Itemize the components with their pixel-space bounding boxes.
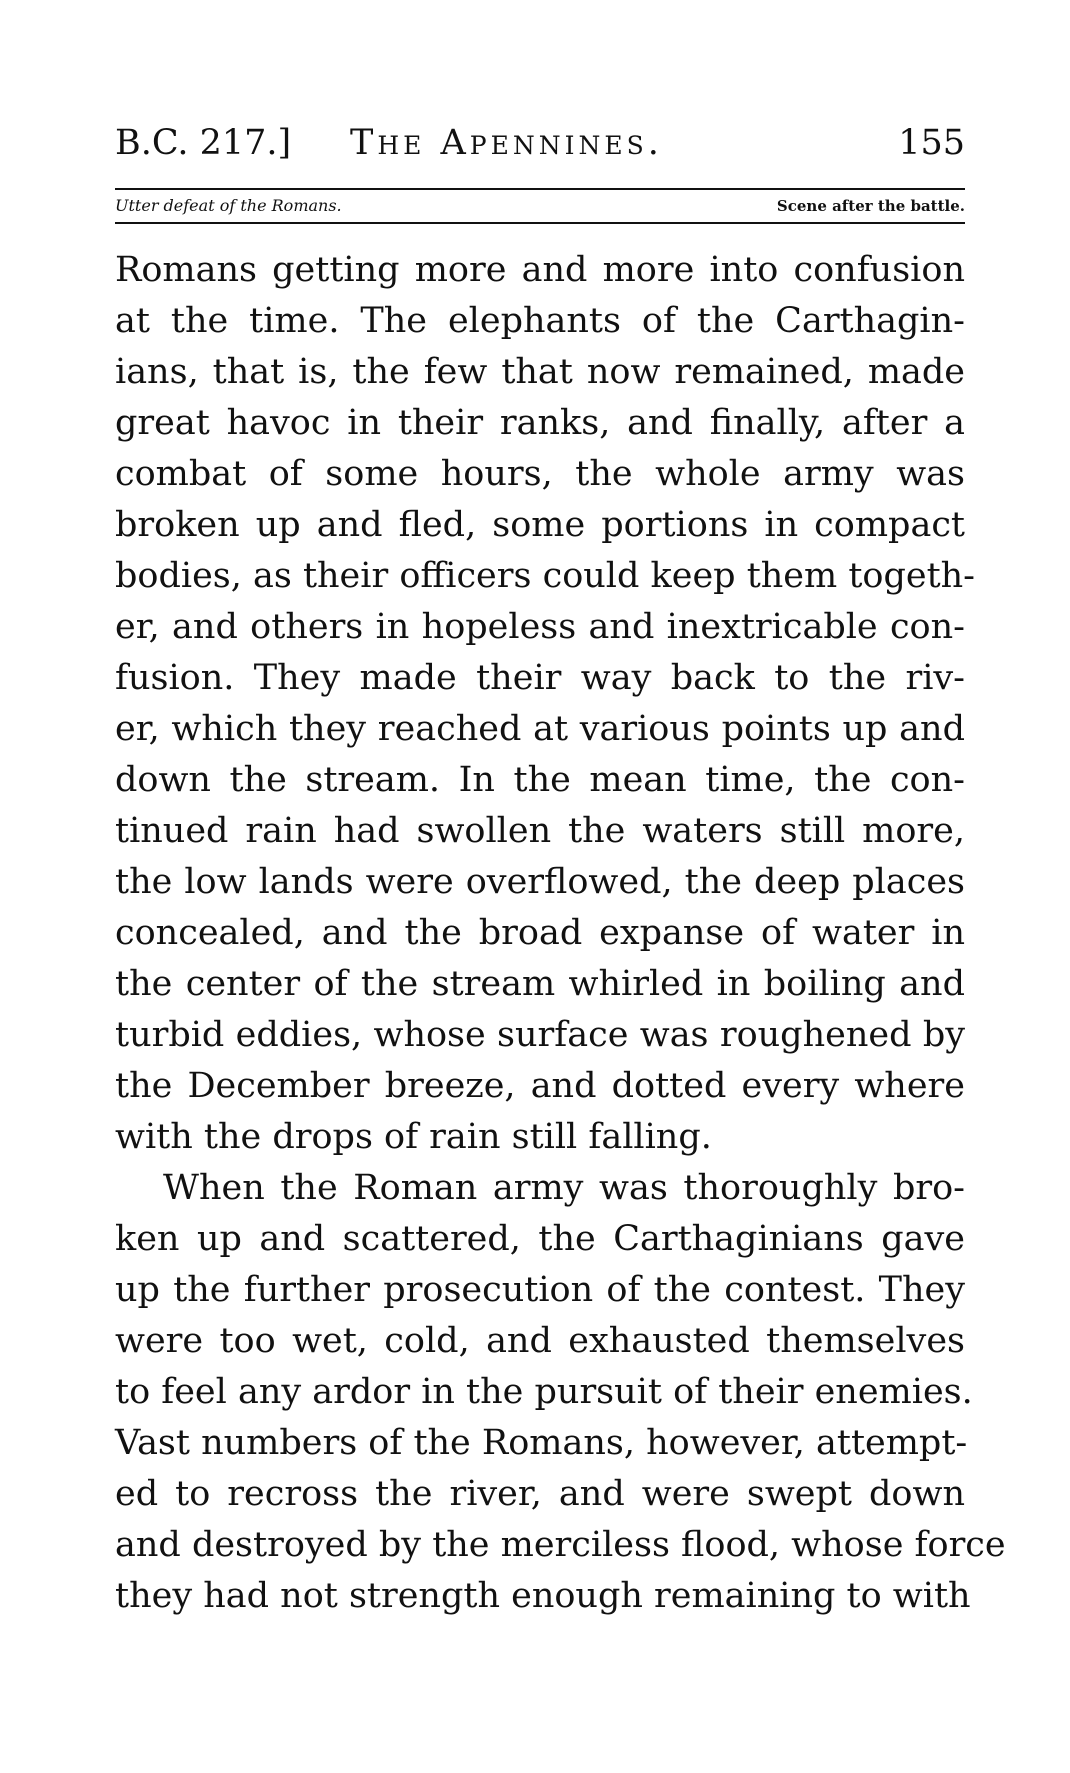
- text-line: er, and others in hopeless and inextricable con-: [115, 607, 965, 647]
- header-rule-top: [115, 188, 965, 190]
- text-line: bodies, as their officers could keep them togeth-: [115, 556, 976, 596]
- text-line: the center of the stream whirled in boiling and: [115, 964, 965, 1004]
- text-line: ed to recross the river, and were swept down: [115, 1474, 965, 1514]
- text-line: and destroyed by the merciless flood, whose force: [115, 1525, 1006, 1565]
- text-line: were too wet, cold, and exhausted themselves: [115, 1321, 965, 1361]
- text-line: the low lands were overflowed, the deep places: [115, 862, 965, 902]
- text-line: Romans getting more and more into confusion: [115, 250, 965, 290]
- text-line: with the drops of rain still falling.: [115, 1117, 712, 1157]
- marginal-note-right: Scene after the battle.: [776, 197, 965, 215]
- text-line: tinued rain had swollen the waters still more,: [115, 811, 965, 851]
- header-rule-bottom: [115, 222, 965, 224]
- marginal-notes: [115, 193, 965, 219]
- text-line: great havoc in their ranks, and finally, after a: [115, 403, 965, 443]
- text-line: down the stream. In the mean time, the con-: [115, 760, 965, 800]
- text-line: at the time. The elephants of the Carthagin-: [115, 301, 965, 341]
- text-line: broken up and fled, some portions in compact: [115, 505, 965, 545]
- body-text: [115, 245, 1006, 1622]
- text-line: combat of some hours, the whole army was: [115, 454, 965, 494]
- text-line: the December breeze, and dotted every where: [115, 1066, 965, 1106]
- text-line: they had not strength enough remaining to with: [115, 1576, 971, 1616]
- text-line: er, which they reached at various points up and: [115, 709, 965, 749]
- text-line: ians, that is, the few that now remained, made: [115, 352, 965, 392]
- running-head-title: The Apennines.: [350, 123, 663, 163]
- text-line: up the further prosecution of the contest. They: [115, 1270, 965, 1310]
- text-line: Vast numbers of the Romans, however, attempt-: [115, 1423, 968, 1463]
- running-head-date: B.C. 217.]: [115, 123, 292, 163]
- text-line: ken up and scattered, the Carthaginians gave: [115, 1219, 965, 1259]
- text-line: to feel any ardor in the pursuit of their enemies.: [115, 1372, 973, 1412]
- text-line: turbid eddies, whose surface was roughened by: [115, 1015, 965, 1055]
- marginal-note-left: Utter defeat of the Romans.: [115, 196, 342, 215]
- text-line: When the Roman army was thoroughly bro-: [163, 1168, 965, 1208]
- text-line: concealed, and the broad expanse of water in: [115, 913, 965, 953]
- page-number: 155: [898, 123, 965, 163]
- running-head: [115, 118, 965, 168]
- text-line: fusion. They made their way back to the riv-: [115, 658, 965, 698]
